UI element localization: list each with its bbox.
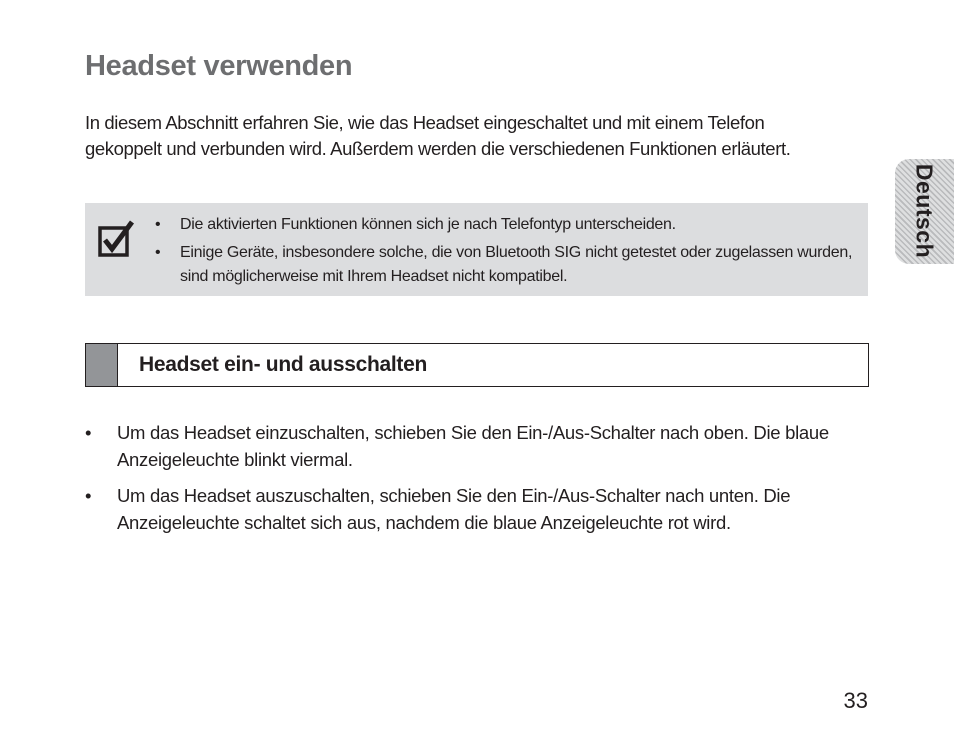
list-item-text: Um das Headset auszuschalten, schieben Sie den Ein-/Aus-Schalter nach unten. Die Anzeigeleuchte schaltet sich aus, nachdem die blaue Anzeigeleuchte rot wird. — [117, 485, 791, 533]
language-tab-label: Deutsch — [911, 163, 938, 259]
page-title: Headset verwenden — [85, 50, 353, 82]
instruction-list — [85, 419, 875, 545]
list-item-text: Um das Headset einzuschalten, schieben Sie den Ein-/Aus-Schalter nach oben. Die blaue Anzeigeleuchte blinkt viermal. — [117, 422, 829, 470]
bullet: • — [85, 485, 92, 506]
page-number: 33 — [843, 688, 868, 713]
checkbox-check-icon — [97, 219, 137, 259]
note-box — [85, 203, 868, 296]
note-list — [155, 213, 855, 293]
section-title: Headset ein- und ausschalten — [139, 353, 428, 376]
intro-paragraph: In diesem Abschnitt erfahren Sie, wie das Headset eingeschaltet und mit einem Telefon gekoppelt und verbunden wird. Außerdem werden die verschiedenen Funktionen erläutert. — [85, 112, 791, 159]
section-marker — [86, 344, 118, 386]
bullet: • — [155, 244, 161, 261]
note-item-text: Die aktivierten Funktionen können sich je nach Telefontyp unterscheiden. — [180, 216, 676, 233]
note-item-text: Einige Geräte, insbesondere solche, die von Bluetooth SIG nicht getestet oder zugelassen wurden, sind möglicherweise mit Ihrem Headset nicht kompatibel. — [180, 244, 853, 285]
list-item — [85, 482, 875, 536]
note-item — [155, 241, 855, 289]
bullet: • — [85, 422, 92, 443]
language-tab — [895, 159, 954, 264]
note-item — [155, 213, 855, 237]
bullet: • — [155, 216, 161, 233]
section-header — [85, 343, 869, 387]
list-item — [85, 419, 875, 473]
